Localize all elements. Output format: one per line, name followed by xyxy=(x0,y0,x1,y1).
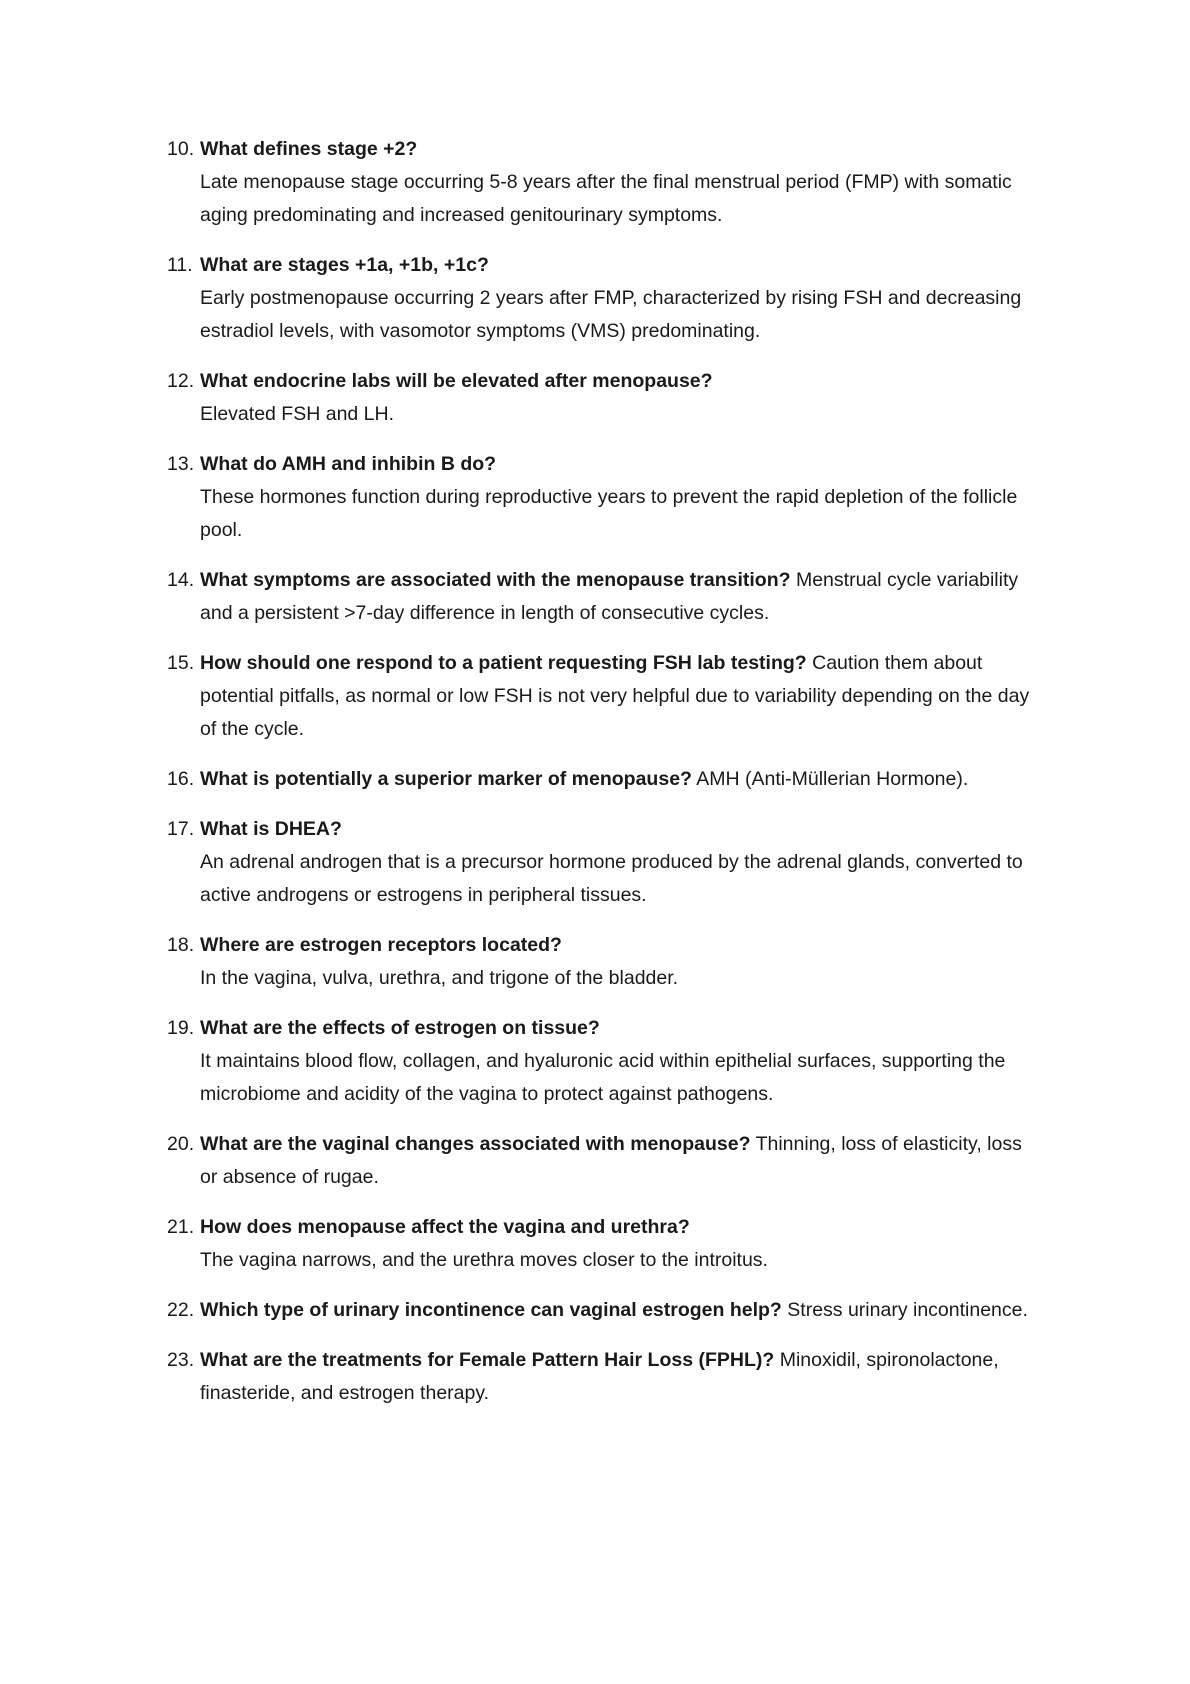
item-number: 20. xyxy=(167,1133,195,1155)
qa-item xyxy=(167,1211,1040,1277)
qa-item xyxy=(167,564,1040,630)
item-question: How should one respond to a patient requesting FSH lab testing? xyxy=(200,652,807,674)
qa-item xyxy=(167,133,1040,232)
item-content xyxy=(200,1344,1040,1410)
item-answer: Thinning, loss of elasticity, loss or absence of rugae. xyxy=(200,1133,1022,1188)
item-content xyxy=(200,1012,1040,1111)
item-answer: Menstrual cycle variability and a persistent >7-day difference in length of consecutive cycles. xyxy=(200,569,1019,624)
item-question: What are the vaginal changes associated with menopause? xyxy=(200,1133,751,1155)
item-number: 12. xyxy=(167,370,195,392)
item-answer: Early postmenopause occurring 2 years after FMP, characterized by rising FSH and decreasing estradiol levels, with vasomotor symptoms (VMS) predominating. xyxy=(200,287,1022,342)
item-content xyxy=(200,365,1040,431)
item-content xyxy=(200,133,1040,232)
item-question: What are the effects of estrogen on tissue? xyxy=(200,1017,600,1039)
item-answer: Elevated FSH and LH. xyxy=(200,403,395,425)
item-question: What is DHEA? xyxy=(200,818,342,840)
item-number: 23. xyxy=(167,1349,195,1371)
item-number: 10. xyxy=(167,138,195,160)
item-number: 21. xyxy=(167,1216,195,1238)
item-content xyxy=(200,1128,1040,1194)
item-content xyxy=(200,448,1040,547)
qa-item xyxy=(167,1294,1040,1327)
qa-item xyxy=(167,929,1040,995)
qa-item xyxy=(167,647,1040,746)
item-question: What are stages +1a, +1b, +1c? xyxy=(200,254,489,276)
qa-item xyxy=(167,763,1040,796)
item-answer: Minoxidil, spironolactone, finasteride, and estrogen therapy. xyxy=(200,1349,999,1404)
item-number: 15. xyxy=(167,652,195,674)
qa-list xyxy=(167,133,1040,1410)
item-question: What endocrine labs will be elevated after menopause? xyxy=(200,370,713,392)
item-content xyxy=(200,647,1040,746)
item-number: 16. xyxy=(167,768,195,790)
item-number: 17. xyxy=(167,818,195,840)
item-number: 19. xyxy=(167,1017,195,1039)
item-question: How does menopause affect the vagina and urethra? xyxy=(200,1216,690,1238)
item-content xyxy=(200,564,1040,630)
qa-item xyxy=(167,448,1040,547)
item-number: 18. xyxy=(167,934,195,956)
item-content xyxy=(200,1294,1040,1327)
item-number: 13. xyxy=(167,453,195,475)
item-answer: Late menopause stage occurring 5-8 years after the final menstrual period (FMP) with somatic aging predominating and increased genitourinary symptoms. xyxy=(200,171,1012,226)
item-number: 11. xyxy=(167,254,193,276)
item-answer: An adrenal androgen that is a precursor hormone produced by the adrenal glands, converted to active androgens or estrogens in peripheral tissues. xyxy=(200,851,1023,906)
item-answer: It maintains blood flow, collagen, and hyaluronic acid within epithelial surfaces, supporting the microbiome and acidity of the vagina to protect against pathogens. xyxy=(200,1050,1006,1105)
item-number: 22. xyxy=(167,1299,195,1321)
qa-item xyxy=(167,1012,1040,1111)
qa-item xyxy=(167,813,1040,912)
item-answer: AMH (Anti-Müllerian Hormone). xyxy=(696,768,969,790)
item-question: What do AMH and inhibin B do? xyxy=(200,453,497,475)
item-question: What symptoms are associated with the menopause transition? xyxy=(200,569,791,591)
item-question: What are the treatments for Female Pattern Hair Loss (FPHL)? xyxy=(200,1349,775,1371)
item-question: Where are estrogen receptors located? xyxy=(200,934,562,956)
item-content xyxy=(200,763,1040,796)
item-content xyxy=(200,929,1040,995)
item-number: 14. xyxy=(167,569,195,591)
item-question: What is potentially a superior marker of menopause? xyxy=(200,768,692,790)
qa-item xyxy=(167,1344,1040,1410)
item-answer: Stress urinary incontinence. xyxy=(787,1299,1028,1321)
item-question: What defines stage +2? xyxy=(200,138,418,160)
qa-item xyxy=(167,365,1040,431)
item-content xyxy=(200,1211,1040,1277)
item-answer: In the vagina, vulva, urethra, and trigone of the bladder. xyxy=(200,967,679,989)
item-answer: Caution them about potential pitfalls, as normal or low FSH is not very helpful due to variability depending on the day of the cycle. xyxy=(200,652,1030,740)
item-answer: The vagina narrows, and the urethra moves closer to the introitus. xyxy=(200,1249,768,1271)
item-answer: These hormones function during reproductive years to prevent the rapid depletion of the follicle pool. xyxy=(200,486,1018,541)
item-content xyxy=(200,813,1040,912)
item-content xyxy=(200,249,1040,348)
qa-item xyxy=(167,249,1040,348)
item-question: Which type of urinary incontinence can vaginal estrogen help? xyxy=(200,1299,782,1321)
qa-item xyxy=(167,1128,1040,1194)
